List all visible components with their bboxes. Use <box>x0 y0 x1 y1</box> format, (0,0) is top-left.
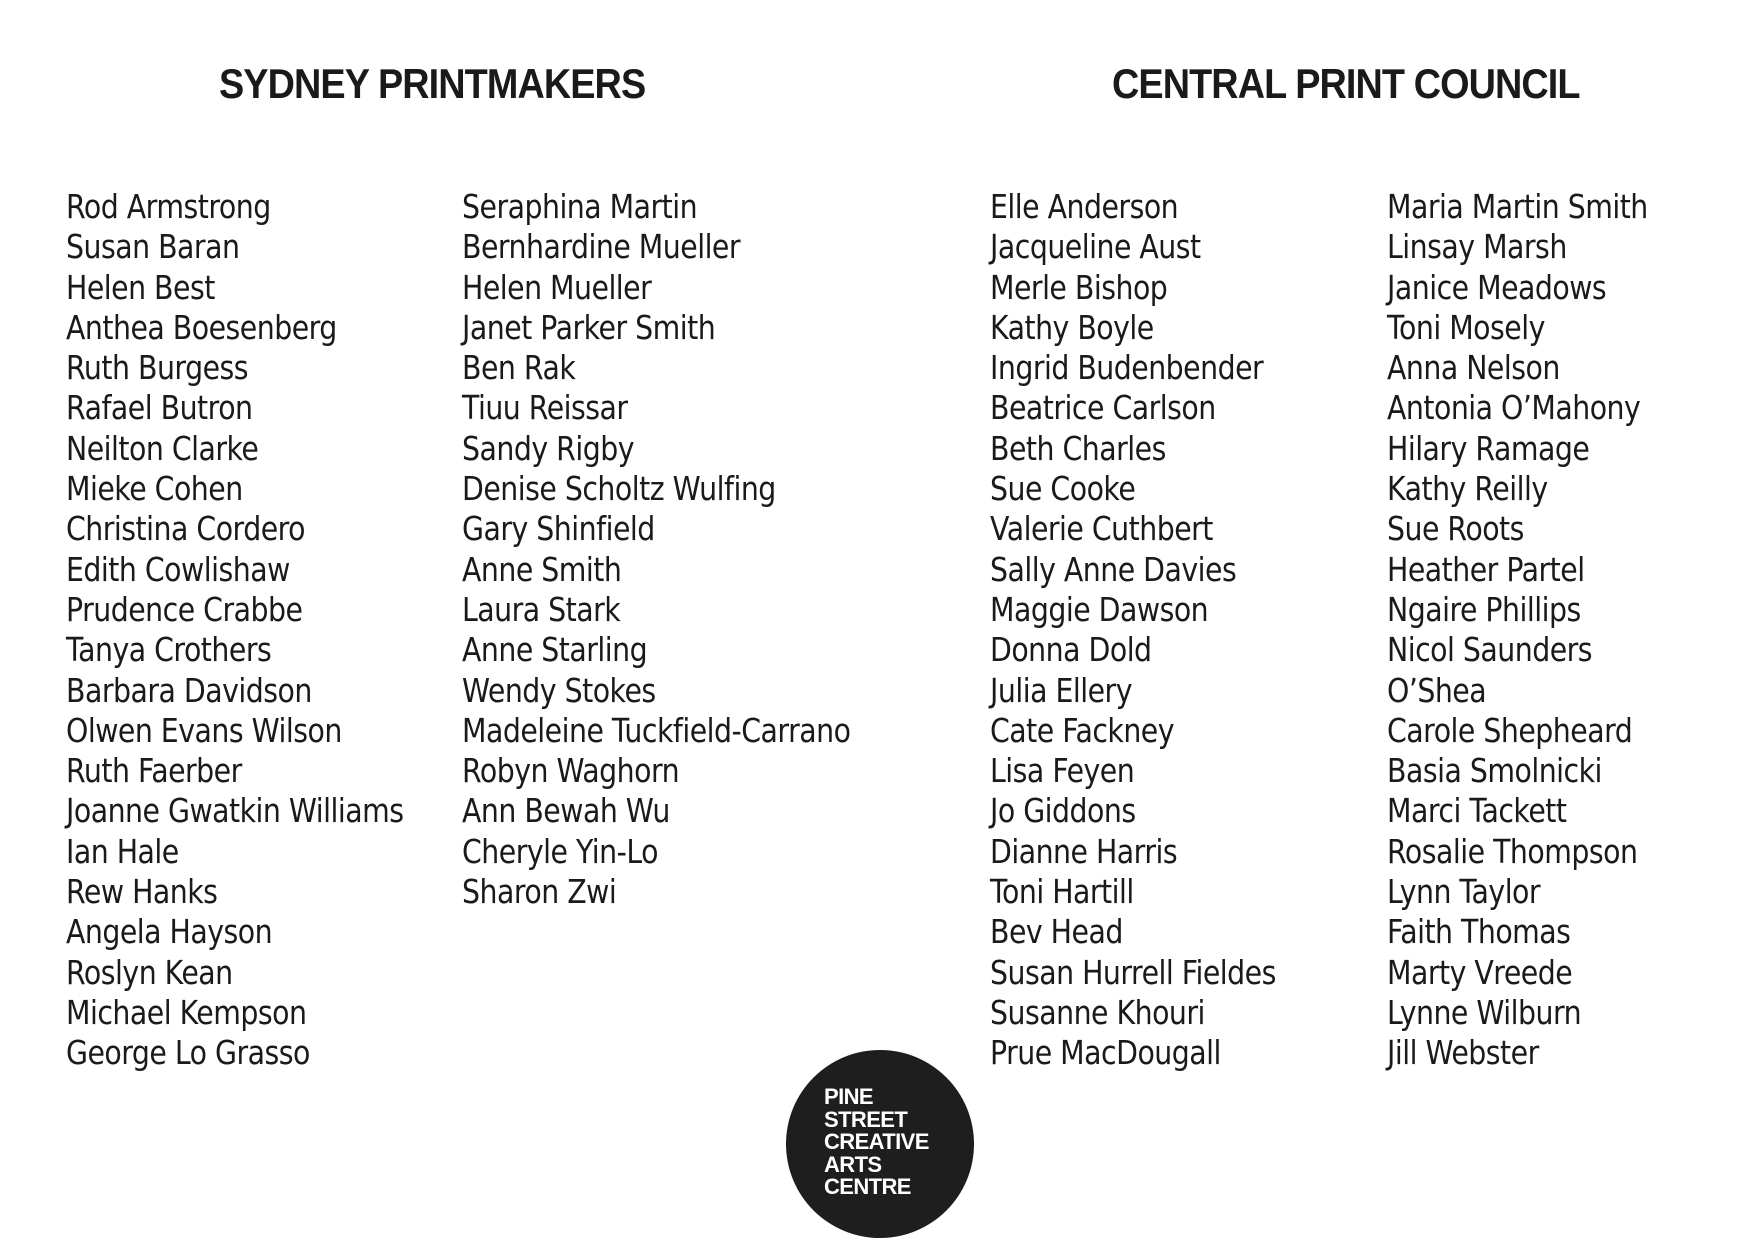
sydney-printmaker-name: Bernhardine Mueller <box>462 227 741 267</box>
central-print-council-member-name: Jacqueline Aust <box>990 227 1201 267</box>
sydney-printmaker-name: Olwen Evans Wilson <box>66 710 342 750</box>
sydney-printmaker-name: George Lo Grasso <box>66 1033 310 1073</box>
logo-text-line: PINE <box>824 1084 873 1109</box>
logo-text-line: ARTS <box>824 1151 882 1177</box>
central-print-council-member-name: Rosalie Thompson <box>1387 831 1638 871</box>
central-print-council-list-column-2 <box>1387 187 1690 1074</box>
sydney-printmaker-name: Edith Cowlishaw <box>66 549 290 589</box>
central-print-council-member-name: Lynn Taylor <box>1387 872 1541 912</box>
central-print-council-member-name: Toni Hartill <box>990 872 1134 912</box>
sydney-printmaker-name: Gary Shinfield <box>462 509 655 549</box>
central-print-council-member-name: Janice Meadows <box>1387 267 1607 307</box>
central-print-council-member-name: Maria Martin Smith <box>1387 187 1648 226</box>
sydney-printmaker-name: Helen Mueller <box>462 267 652 307</box>
sydney-printmaker-name: Tiuu Reissar <box>462 388 628 428</box>
sydney-printmaker-name: Joanne Gwatkin Williams <box>66 791 404 831</box>
central-print-council-member-name: Jo Giddons <box>990 791 1136 831</box>
sydney-printmaker-name: Seraphina Martin <box>462 187 698 226</box>
sydney-printmaker-name: Sandy Rigby <box>462 428 634 468</box>
sydney-printmaker-name: Mieke Cohen <box>66 469 243 509</box>
central-print-council-member-name: Prue MacDougall <box>990 1033 1221 1073</box>
sydney-printmaker-name: Denise Scholtz Wulfing <box>462 469 776 509</box>
sydney-printmaker-name: Anne Starling <box>462 630 648 670</box>
central-print-council-member-name: Marty Vreede <box>1387 952 1573 992</box>
central-print-council-member-name: Toni Mosely <box>1387 307 1545 347</box>
sydney-printmaker-name: Helen Best <box>66 267 215 307</box>
central-print-council-member-name: Susan Hurrell Fieldes <box>990 952 1276 992</box>
sydney-printmaker-name: Ruth Faerber <box>66 751 242 791</box>
sydney-printmaker-name: Ian Hale <box>66 831 179 871</box>
central-print-council-member-name: Valerie Cuthbert <box>990 509 1213 549</box>
central-print-council-list-column-1 <box>990 187 1322 1074</box>
central-print-council-member-name: Lynne Wilburn <box>1387 992 1582 1032</box>
central-print-council-member-name: Bev Head <box>990 912 1123 952</box>
central-print-council-member-name: O’Shea <box>1387 670 1487 710</box>
sydney-printmaker-name: Cheryle Yin-Lo <box>462 831 658 871</box>
sydney-printmaker-name: Anthea Boesenberg <box>66 307 337 347</box>
sydney-printmaker-name: Roslyn Kean <box>66 952 233 992</box>
sydney-printmaker-name: Laura Stark <box>462 589 621 629</box>
sydney-printmaker-name: Rew Hanks <box>66 872 218 912</box>
sydney-printmaker-name: Madeleine Tuckfield-Carrano <box>462 710 851 750</box>
logo-text-line: CENTRE <box>824 1174 911 1199</box>
central-print-council-member-name: Sally Anne Davies <box>990 549 1237 589</box>
central-print-council-member-name: Hilary Ramage <box>1387 428 1590 468</box>
sydney-printmakers-heading: SYDNEY PRINTMAKERS <box>219 60 646 107</box>
central-print-council-member-name: Linsay Marsh <box>1387 227 1567 267</box>
central-print-council-member-name: Elle Anderson <box>990 187 1179 226</box>
central-print-council-member-name: Lisa Feyen <box>990 751 1135 791</box>
central-print-council-member-name: Donna Dold <box>990 630 1152 670</box>
central-print-council-member-name: Nicol Saunders <box>1387 630 1593 670</box>
central-print-council-member-name: Jill Webster <box>1387 1033 1539 1073</box>
central-print-council-member-name: Faith Thomas <box>1387 912 1571 952</box>
sydney-printmaker-name: Ann Bewah Wu <box>462 791 670 831</box>
sydney-printmaker-name: Neilton Clarke <box>66 428 259 468</box>
pine-street-creative-arts-centre-logo <box>786 1050 974 1238</box>
sydney-printmaker-name: Christina Cordero <box>66 509 306 549</box>
sydney-printmaker-name: Wendy Stokes <box>462 670 656 710</box>
sydney-printmaker-name: Janet Parker Smith <box>462 307 716 347</box>
logo-text-line: CREATIVE <box>824 1129 929 1154</box>
central-print-council-member-name: Beatrice Carlson <box>990 388 1216 428</box>
sydney-printmaker-name: Tanya Crothers <box>66 630 272 670</box>
sydney-printmakers-list-column-2 <box>462 187 914 912</box>
logo-text-line: STREET <box>824 1106 908 1132</box>
central-print-council-member-name: Dianne Harris <box>990 831 1178 871</box>
central-print-council-member-name: Heather Partel <box>1387 549 1585 589</box>
central-print-council-member-name: Sue Cooke <box>990 469 1136 509</box>
central-print-council-member-name: Susanne Khouri <box>990 992 1205 1032</box>
sydney-printmaker-name: Rafael Butron <box>66 388 253 428</box>
central-print-council-member-name: Maggie Dawson <box>990 589 1209 629</box>
central-print-council-member-name: Cate Fackney <box>990 710 1175 750</box>
central-print-council-member-name: Beth Charles <box>990 428 1166 468</box>
sydney-printmaker-name: Robyn Waghorn <box>462 751 680 791</box>
central-print-council-member-name: Kathy Reilly <box>1387 469 1548 509</box>
central-print-council-member-name: Julia Ellery <box>990 670 1132 710</box>
sydney-printmaker-name: Sharon Zwi <box>462 872 617 912</box>
central-print-council-member-name: Carole Shepheard <box>1387 710 1633 750</box>
central-print-council-member-name: Sue Roots <box>1387 509 1524 549</box>
central-print-council-member-name: Merle Bishop <box>990 267 1168 307</box>
central-print-council-member-name: Basia Smolnicki <box>1387 751 1602 791</box>
sydney-printmaker-name: Prudence Crabbe <box>66 589 303 629</box>
sydney-printmaker-name: Angela Hayson <box>66 912 273 952</box>
sydney-printmaker-name: Rod Armstrong <box>66 187 271 226</box>
logo-text <box>824 1086 929 1199</box>
central-print-council-member-name: Anna Nelson <box>1387 348 1560 388</box>
sydney-printmaker-name: Ben Rak <box>462 348 576 388</box>
central-print-council-member-name: Ngaire Phillips <box>1387 589 1581 629</box>
sydney-printmaker-name: Ruth Burgess <box>66 348 249 388</box>
central-print-council-member-name: Ingrid Budenbender <box>990 348 1264 388</box>
central-print-council-member-name: Kathy Boyle <box>990 307 1154 347</box>
central-print-council-member-name: Antonia O’Mahony <box>1387 388 1641 428</box>
sydney-printmaker-name: Anne Smith <box>462 549 622 589</box>
central-print-council-member-name: Marci Tackett <box>1387 791 1567 831</box>
sydney-printmaker-name: Barbara Davidson <box>66 670 312 710</box>
central-print-council-heading: CENTRAL PRINT COUNCIL <box>1112 60 1580 107</box>
sydney-printmakers-list-column-1 <box>66 187 459 1074</box>
sydney-printmaker-name: Susan Baran <box>66 227 240 267</box>
sydney-printmaker-name: Michael Kempson <box>66 992 307 1032</box>
